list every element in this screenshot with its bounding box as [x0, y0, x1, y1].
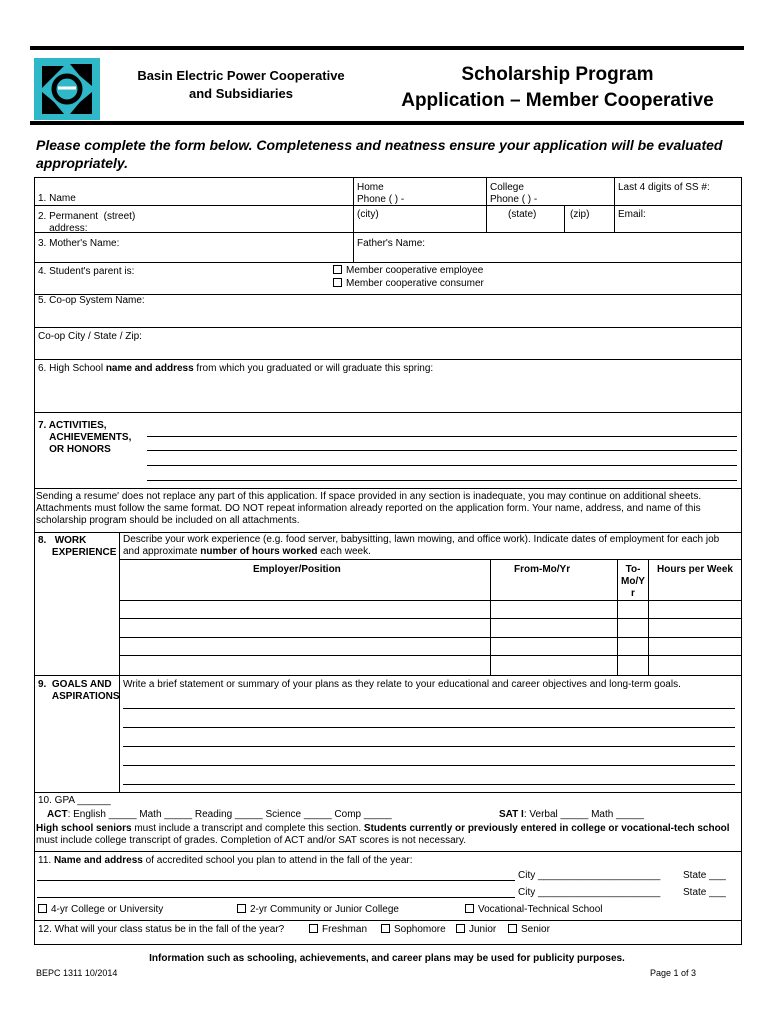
- work-experience-description: Describe your work experience (e.g. food server, babysitting, lawn mowing, and office work). Indicate dates of employment for each job and approximate number of hours worked each week.: [123, 534, 720, 557]
- freshman-option[interactable]: Freshman: [309, 924, 367, 936]
- resume-note: Sending a resume' does not replace any part of this application. If space provided in any section is inadequate, you may continue on additional sheets. Attachments must follow the same format. DO NOT repeat information already reported on the application form. Your name, address, and name of this scholarship program should be included on all attachments.: [36, 491, 702, 526]
- checkbox[interactable]: [333, 265, 342, 274]
- checkbox[interactable]: [38, 904, 47, 913]
- activities-label: 7. ACTIVITIES, ACHIEVEMENTS, OR HONORS: [38, 420, 132, 455]
- zip-label: (zip): [570, 209, 590, 220]
- member-consumer-option[interactable]: Member cooperative consumer: [333, 278, 484, 290]
- page-number: Page 1 of 3: [650, 968, 697, 978]
- application-form: [34, 177, 742, 945]
- mother-name-label: 3. Mother's Name:: [38, 238, 120, 249]
- goals-label: 9. GOALS AND ASPIRATIONS: [38, 679, 120, 702]
- header-rule: [30, 121, 744, 125]
- state-label: (state): [508, 209, 537, 220]
- coop-city-label: Co-op City / State / Zip:: [38, 331, 142, 342]
- school-city-field-2[interactable]: City ______________________: [518, 887, 661, 898]
- sat-scores: SAT I: Verbal _____ Math _____: [499, 809, 644, 820]
- ss-label: Last 4 digits of SS #:: [618, 182, 710, 193]
- class-status-label: 12. What will your class status be in the fall of the year?: [38, 924, 285, 935]
- top-rule: [30, 46, 744, 50]
- publicity-notice: Information such as schooling, achievements, and career plans may be used for publicity purposes.: [149, 953, 625, 964]
- intro-instructions: Please complete the form below. Completeness and neatness ensure your application will be evaluated appropriately.: [36, 137, 723, 171]
- parent-label: 4. Student's parent is:: [38, 266, 135, 277]
- sophomore-option[interactable]: Sophomore: [381, 924, 446, 936]
- goals-description: Write a brief statement or summary of your plans as they relate to your educational and career objectives and long-term goals.: [123, 679, 681, 690]
- coop-system-label: 5. Co-op System Name:: [38, 295, 145, 306]
- organization-name: Basin Electric Power Cooperative and Subsidiaries: [137, 68, 345, 101]
- checkbox[interactable]: [508, 924, 517, 933]
- permanent-address-label: 2. Permanent (street) address:: [38, 211, 136, 234]
- city-label: (city): [357, 209, 379, 220]
- checkbox[interactable]: [333, 278, 342, 287]
- school-city-field[interactable]: City ______________________: [518, 870, 661, 881]
- checkbox[interactable]: [465, 904, 474, 913]
- col-employer-position: Employer/Position: [253, 564, 341, 575]
- col-hours-per-week: Hours per Week: [657, 564, 733, 575]
- checkbox[interactable]: [309, 924, 318, 933]
- vocational-school-option[interactable]: Vocational-Technical School: [465, 904, 603, 916]
- father-name-label: Father's Name:: [357, 238, 426, 249]
- form-id: BEPC 1311 10/2014: [36, 968, 118, 978]
- gpa-field[interactable]: 10. GPA ______: [38, 795, 111, 806]
- two-year-college-option[interactable]: 2-yr Community or Junior College: [237, 904, 399, 916]
- col-to-date: To- Mo/Y r: [621, 564, 645, 599]
- email-label: Email:: [618, 209, 646, 220]
- school-state-field[interactable]: State ___: [683, 870, 726, 881]
- checkbox[interactable]: [381, 924, 390, 933]
- member-employee-option[interactable]: Member cooperative employee: [333, 265, 483, 277]
- transcript-requirement: High school seniors must include a transcript and complete this section. Students currently or previously entered in college or vocational-tech school: [36, 823, 730, 834]
- work-experience-label: 8. WORK EXPERIENCE: [38, 535, 117, 558]
- act-scores: ACT: English _____ Math _____ Reading _____ Science _____ Comp _____: [47, 809, 392, 820]
- four-year-college-option[interactable]: 4-yr College or University: [38, 904, 163, 916]
- home-phone-label: Home Phone ( ) -: [357, 182, 405, 205]
- senior-option[interactable]: Senior: [508, 924, 550, 936]
- form-title: Scholarship Program Application – Member Cooperative: [401, 64, 714, 111]
- col-from-date: From-Mo/Yr: [514, 564, 571, 575]
- checkbox[interactable]: [237, 904, 246, 913]
- college-phone-label: College Phone ( ) -: [490, 182, 538, 205]
- school-state-field-2[interactable]: State ___: [683, 887, 726, 898]
- accredited-school-label: 11. Name and address of accredited school you plan to attend in the fall of the year:: [38, 855, 413, 866]
- high-school-label: 6. High School name and address from which you graduated or will graduate this spring:: [38, 363, 434, 374]
- transcript-requirement-2: must include college transcript of grades. Completion of ACT and/or SAT scores is not necessary.: [36, 835, 467, 846]
- company-logo: [34, 58, 100, 120]
- junior-option[interactable]: Junior: [456, 924, 496, 936]
- name-label: 1. Name: [38, 193, 76, 204]
- checkbox[interactable]: [456, 924, 465, 933]
